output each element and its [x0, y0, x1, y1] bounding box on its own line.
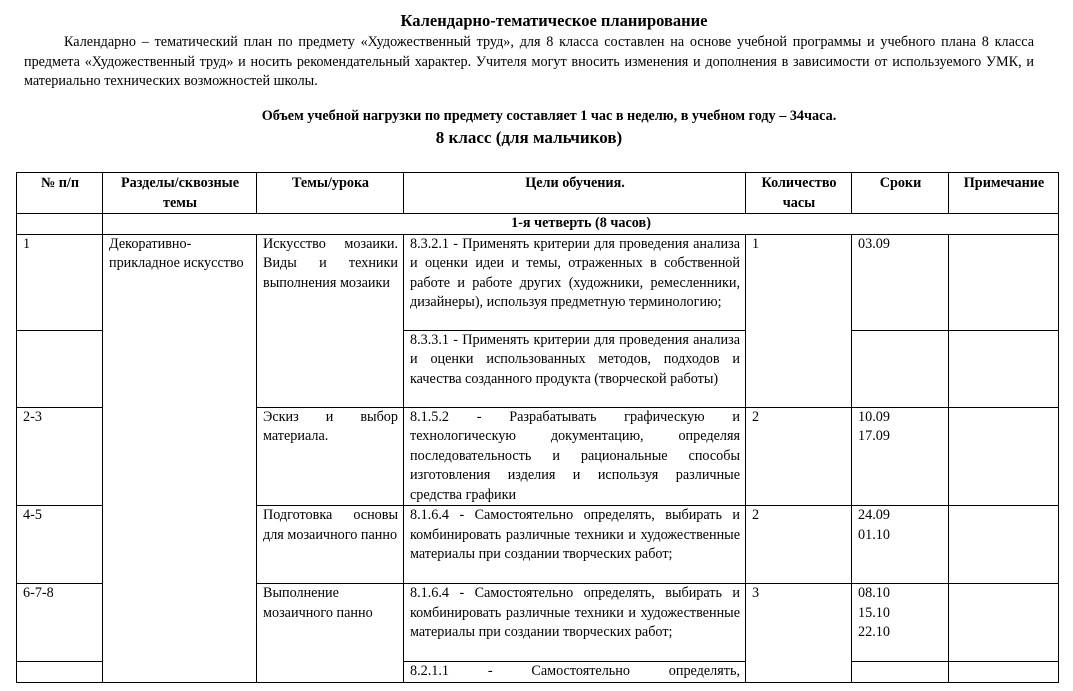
header-dates: Сроки	[852, 173, 949, 214]
intro-paragraph: Календарно – тематический план по предмету «Художественный труд», для 8 класса составлен на основе учебной программы и учебного плана 8 класса предмета «Художественный труд» и носить рекомендательный характер. Учителя могут вносить изменения и дополнения в зависимости от используемого УМК, и материально технических возможностей школы.	[24, 34, 1034, 89]
row-topic: Искусство мозаики. Виды и техники выполнения мозаики	[257, 234, 404, 407]
row-goal: 8.1.5.2 - Разрабатывать графическую и технологическую документацию, определяя последовательность и рациональные способы изготовления изделия и используя различные средства графики	[404, 407, 746, 506]
section-cell: Декоративно-прикладное искусство	[103, 234, 257, 682]
row-goal: 8.2.1.1 - Самостоятельно определять,	[404, 662, 746, 683]
row-hours: 3	[746, 584, 852, 683]
row-dates: 24.09 01.10	[852, 506, 949, 584]
row-dates: 03.09	[852, 234, 949, 330]
row-goal: 8.1.6.4 - Самостоятельно определять, выбирать и комбинировать различные техники и художественные материалы при создании творческих работ;	[404, 584, 746, 662]
row-num	[17, 330, 103, 407]
row-num: 1	[17, 234, 103, 330]
header-notes: Примечание	[949, 173, 1059, 214]
row-notes	[949, 234, 1059, 330]
row-hours: 1	[746, 234, 852, 407]
row-topic: Подготовка основы для мозаичного панно	[257, 506, 404, 584]
grade-title: 8 класс (для мальчиков)	[435, 128, 623, 147]
row-goal: 8.1.6.4 - Самостоятельно определять, выбирать и комбинировать различные техники и художественные материалы при создании творческих работ;	[404, 506, 746, 584]
row-hours: 2	[746, 407, 852, 506]
row-goal: 8.3.2.1 - Применять критерии для проведения анализа и оценки идеи и темы, отраженных в собственной работе и работе других (художники, ремесленники, дизайнеры), используя предметную терминологию;	[404, 234, 746, 330]
header-topic: Темы/урока	[257, 173, 404, 214]
row-goal: 8.3.3.1 - Применять критерии для проведения анализа и оценки использованных методов, подходов и качества созданного продукта (творческой работы)	[404, 330, 746, 407]
document-title: Календарно-тематическое планирование	[400, 11, 708, 30]
table-row	[17, 234, 1059, 330]
row-dates	[852, 330, 949, 407]
quarter-empty-cell	[17, 214, 103, 235]
row-notes	[949, 407, 1059, 506]
row-notes	[949, 662, 1059, 683]
header-section: Разделы/сквозные темы	[103, 173, 257, 214]
row-num: 6-7-8	[17, 584, 103, 662]
row-topic: Выполнение мозаичного панно	[257, 584, 404, 683]
quarter-row	[17, 214, 1059, 235]
row-notes	[949, 330, 1059, 407]
table-header-row	[17, 173, 1059, 214]
row-notes	[949, 584, 1059, 662]
header-num: № п/п	[17, 173, 103, 214]
planning-table	[16, 172, 1059, 683]
header-hours: Количество часы	[746, 173, 852, 214]
row-num	[17, 662, 103, 683]
load-statement: Объем учебной нагрузки по предмету составляет 1 час в неделю, в учебном году – 34часа.	[261, 108, 837, 124]
row-topic: Эскиз и выбор материала.	[257, 407, 404, 506]
row-notes	[949, 506, 1059, 584]
row-dates	[852, 662, 949, 683]
row-num: 2-3	[17, 407, 103, 506]
row-num: 4-5	[17, 506, 103, 584]
header-goals: Цели обучения.	[404, 173, 746, 214]
row-dates: 10.09 17.09	[852, 407, 949, 506]
row-hours: 2	[746, 506, 852, 584]
row-dates: 08.10 15.10 22.10	[852, 584, 949, 662]
quarter-label: 1-я четверть (8 часов)	[103, 214, 1059, 235]
